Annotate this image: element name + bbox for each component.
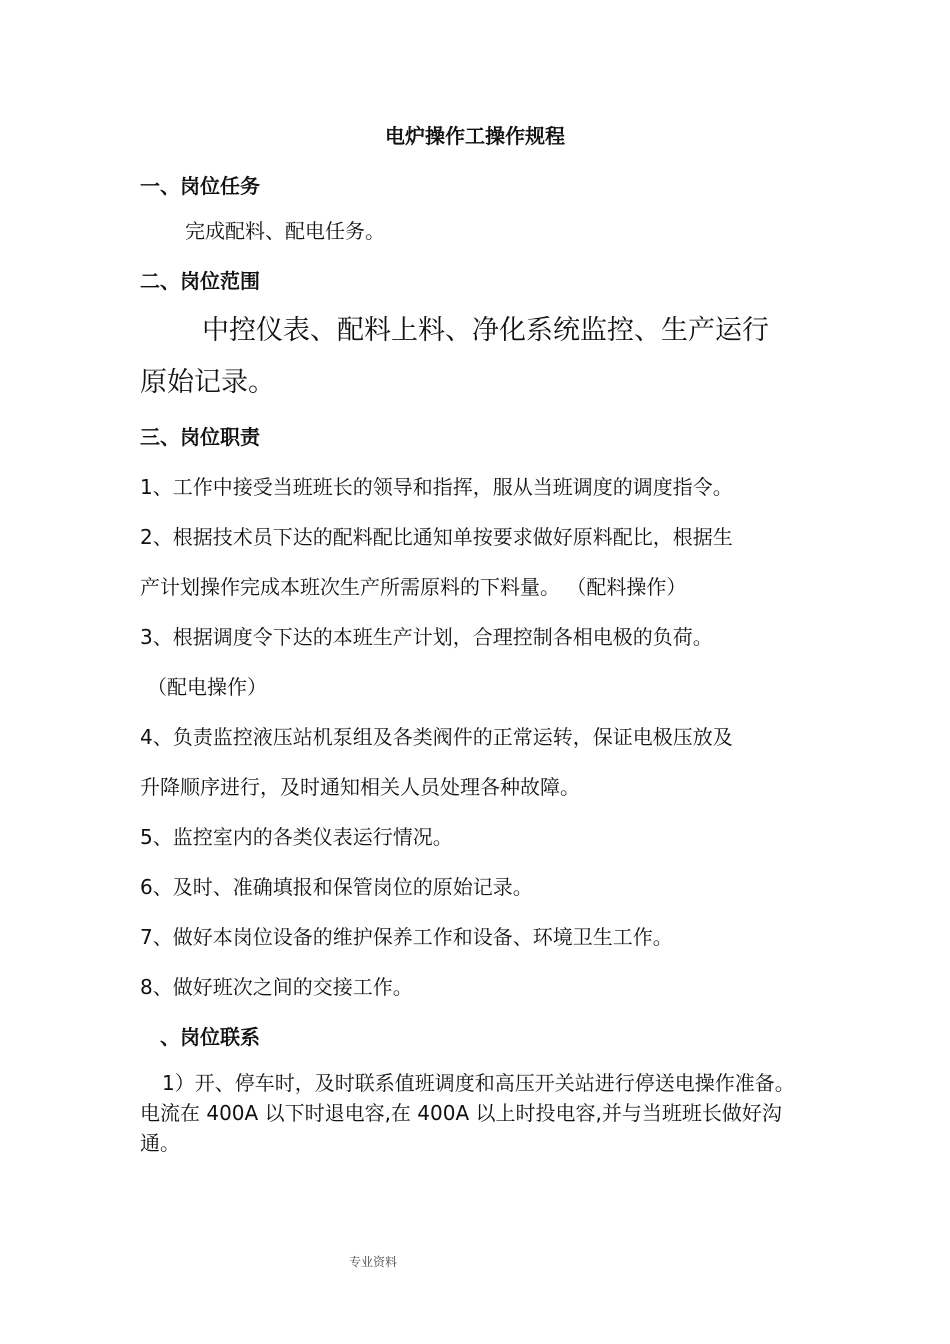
section-text-scope-line2: 原始记录。 xyxy=(140,367,275,398)
page-footer: 专业资料 xyxy=(349,1255,398,1269)
section-heading-duties: 三、岗位职责 xyxy=(140,425,260,449)
duty-item-2-line1: 2、根据技术员下达的配料配比通知单按要求做好原料配比，根据生 xyxy=(140,525,733,549)
section-text-task: 完成配料、配电任务。 xyxy=(185,219,385,243)
section-heading-scope: 二、岗位范围 xyxy=(140,269,260,293)
duty-item-8: 8、做好班次之间的交接工作。 xyxy=(140,975,413,999)
duty-item-5: 5、监控室内的各类仪表运行情况。 xyxy=(140,825,453,849)
section-heading-contact: 、岗位联系 xyxy=(160,1025,260,1049)
duty-item-3-line2: （配电操作） xyxy=(147,675,267,699)
duty-item-1: 1、工作中接受当班班长的领导和指挥，服从当班调度的调度指令。 xyxy=(140,475,733,499)
duty-item-3-line1: 3、根据调度令下达的本班生产计划，合理控制各相电极的负荷。 xyxy=(140,625,713,649)
section-heading-task: 一、岗位任务 xyxy=(140,174,260,198)
duty-item-4-line1: 4、负责监控液压站机泵组及各类阀件的正常运转，保证电极压放及 xyxy=(140,725,733,749)
section-text-scope-line1: 中控仪表、配料上料、净化系统监控、生产运行 xyxy=(202,315,769,346)
document-title: 电炉操作工操作规程 xyxy=(385,124,565,148)
duty-item-6: 6、及时、准确填报和保管岗位的原始记录。 xyxy=(140,875,533,899)
duty-item-2-line2: 产计划操作完成本班次生产所需原料的下料量。 （配料操作） xyxy=(140,575,687,599)
section-text-contact: 1）开、停车时，及时联系值班调度和高压开关站进行停送电操作准备。电流在 400A 以下时退电容,在 400A 以上时投电容,并与当班班长做好沟通。 xyxy=(140,1071,795,1155)
duty-item-7: 7、做好本岗位设备的维护保养工作和设备、环境卫生工作。 xyxy=(140,925,673,949)
duty-item-4-line2: 升降顺序进行，及时通知相关人员处理各种故障。 xyxy=(140,775,580,799)
